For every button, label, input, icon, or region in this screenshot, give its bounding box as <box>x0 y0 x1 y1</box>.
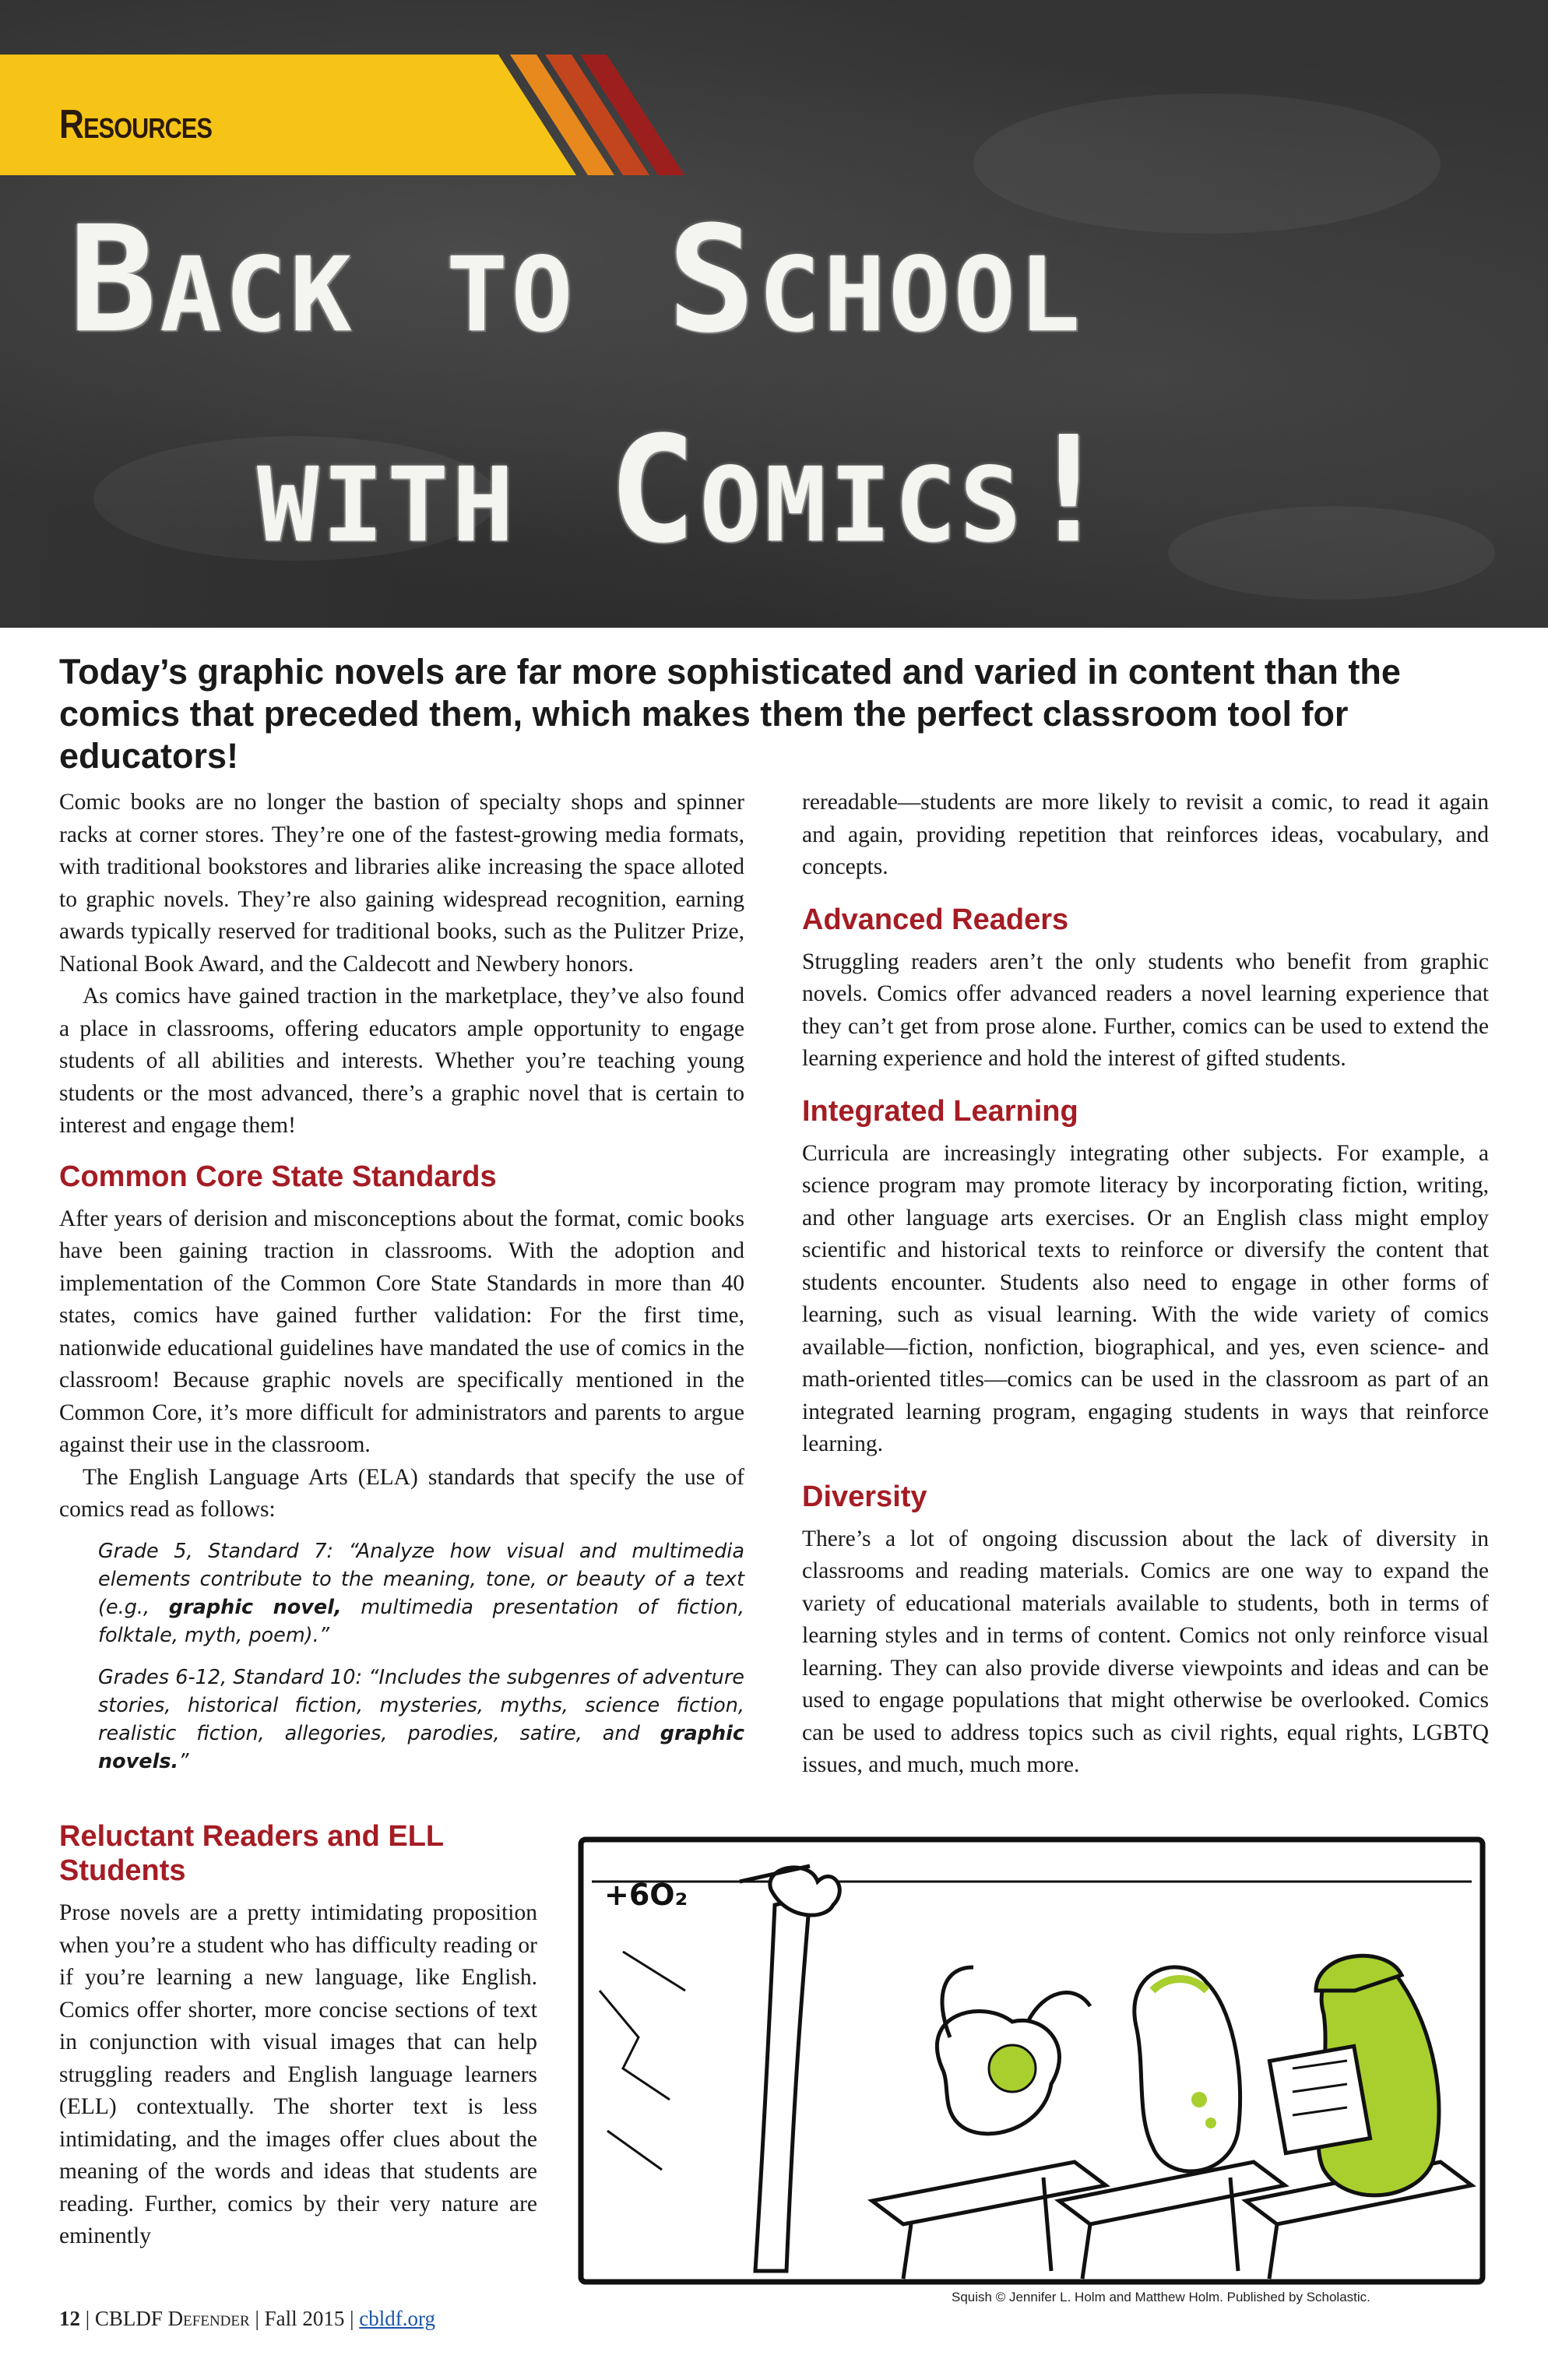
quote-text: multimedia presentation of fiction, folktale, myth, poem).” <box>98 1595 745 1647</box>
chalk-smudge <box>1168 506 1495 600</box>
quote-text: ” <box>178 1749 189 1773</box>
intro-paragraph-1: Comic books are no longer the bastion of specialty shops and spinner racks at corner stores. They’re one of the fastest-growing media formats, with traditional bookstores and libraries alike increasing the space alloted to graphic novels. They’re also gaining widespread recognition, earning awards typically reserved for traditional books, such as the Pulitzer Prize, National Book Award, and the Caldecott and Newbery honors. <box>59 790 744 977</box>
issue-label: Fall 2015 <box>264 2307 345 2330</box>
right-column <box>802 787 1489 1782</box>
heading-common-core: Common Core State Standards <box>59 1160 497 1193</box>
quote-text: Grades 6-12, Standard 10: “Includes the subgenres of adventure stories, historical fiction, mysteries, myths, science fiction, realistic fiction, allegories, parodies, satire, and <box>98 1665 744 1745</box>
standard-quote-grade-5 <box>98 1537 744 1649</box>
board-formula: +6O₂ <box>604 1878 688 1912</box>
advanced-readers-paragraph: Struggling readers aren’t the only students who benefit from graphic novels. Comics offer advanced readers a novel learning experience that they can’t get from prose alone. Further, comics can be used to extend the learning experience and hold the interest of gifted students. <box>802 949 1489 1071</box>
comic-book <box>1269 2046 1370 2153</box>
heading-integrated-learning: Integrated Learning <box>802 1094 1078 1128</box>
standard-quote-grades-6-12 <box>98 1664 744 1776</box>
quote-text: Grade 5, Standard 7: “Analyze how visual and multimedia elements contribute to the meaning, tone, or beauty of a text (e.g., <box>98 1539 744 1619</box>
heading-reluctant-readers: Reluctant Readers and ELL Students <box>59 1820 444 1887</box>
green-spot <box>1191 2092 1207 2107</box>
footer-separator: | <box>350 2307 354 2330</box>
page-number: 12 <box>59 2307 80 2330</box>
left-column <box>59 787 744 1790</box>
heading-diversity: Diversity <box>802 1480 927 1513</box>
title-line-2: with Comics! <box>257 405 1116 576</box>
reluctant-readers-paragraph: Prose novels are a pretty intimidating proposition when you’re a student who has difficulty reading or if you’re learning a new language, like English. Comics offer shorter, more concise sections of text in conjunction with visual images that can help struggling readers and English language learners (ELL) contextually. The shorter text is less intimidating, and the images offer clues about the meaning of the words and ideas that students are reading. Further, comics by their very nature are eminently <box>59 1900 537 2248</box>
article-deck: Today’s graphic novels are far more sophisticated and varied in content than the comics that preceded them, which makes them the perfect classroom tool for educators! <box>59 652 1401 776</box>
comic-panel-illustration <box>576 1835 1487 2287</box>
quote-emphasis: graphic novels. <box>98 1721 744 1773</box>
image-credit: Squish © Jennifer L. Holm and Matthew Holm. Published by Scholastic. <box>952 2290 1370 2304</box>
footer-separator: | <box>255 2307 259 2330</box>
footer-separator: | <box>85 2307 90 2330</box>
chalkboard-header <box>0 0 1548 628</box>
diversity-paragraph: There’s a lot of ongoing discussion about the lack of diversity in classrooms and reading materials. Comics are one way to expand the variety of educational materials available to students, both in terms of learning styles and in terms of content. Comics not only reinforce visual learning. They can also provide diverse viewpoints and ideas and can be used to engage populations that might otherwise be overlooked. Comics can be used to address topics such as civil rights, equal rights, LGBTQ issues, and much, much more. <box>802 1526 1489 1777</box>
quote-emphasis: graphic novel, <box>168 1595 342 1619</box>
common-core-paragraph-2: The English Language Arts (ELA) standards that specify the use of comics read as follows: <box>59 1464 744 1522</box>
common-core-paragraph-1: After years of derision and misconceptions about the format, comic books have been gaining traction in classrooms. With the adoption and implementation of the Common Core State Standards in more than 40 states, comics have gained further validation: For the first time, nationwide educational guidelines have mandated the use of comics in the classroom! Because graphic novels are specifically mentioned in the Common Core, it’s more difficult for administrators and parents to argue against their use in the classroom. <box>59 1206 744 1457</box>
heading-advanced-readers: Advanced Readers <box>802 903 1069 936</box>
integrated-learning-paragraph: Curricula are increasingly integrating other subjects. For example, a science program may promote literacy by incorporating fiction, writing, and other language arts exercises. Or an English class might employ scientific and historical texts to reinforce or diversify the content that students encounter. Students also need to engage in other forms of learning, such as visual learning. With the wide variety of comics available—fiction, nonfiction, biographical, and yes, even science- and math-oriented titles—comics can be used in the classroom as part of an integrated learning program, engaging students in ways that reinforce learning. <box>802 1140 1489 1456</box>
page-footer <box>59 2307 435 2331</box>
publication-name: CBLDF Defender <box>94 2307 250 2330</box>
reluctant-readers-column <box>59 1819 537 2253</box>
green-splat <box>989 2045 1036 2092</box>
title-line-1: Back to School <box>69 195 1084 365</box>
intro-paragraph-2: As comics have gained traction in the marketplace, they’ve also found a place in classrooms, offering educators ample opportunity to engage students of all abilities and interests. Whether you’re teaching young students or the most advanced, there’s a graphic novel that is certain to interest and engage them! <box>59 984 744 1138</box>
continued-paragraph: rereadable—students are more likely to revisit a comic, to read it again and again, providing repetition that reinforces ideas, vocabulary, and concepts. <box>802 790 1489 879</box>
website-link[interactable]: cbldf.org <box>359 2307 435 2330</box>
green-spot <box>1205 2118 1216 2128</box>
section-label: Resources <box>59 102 213 147</box>
